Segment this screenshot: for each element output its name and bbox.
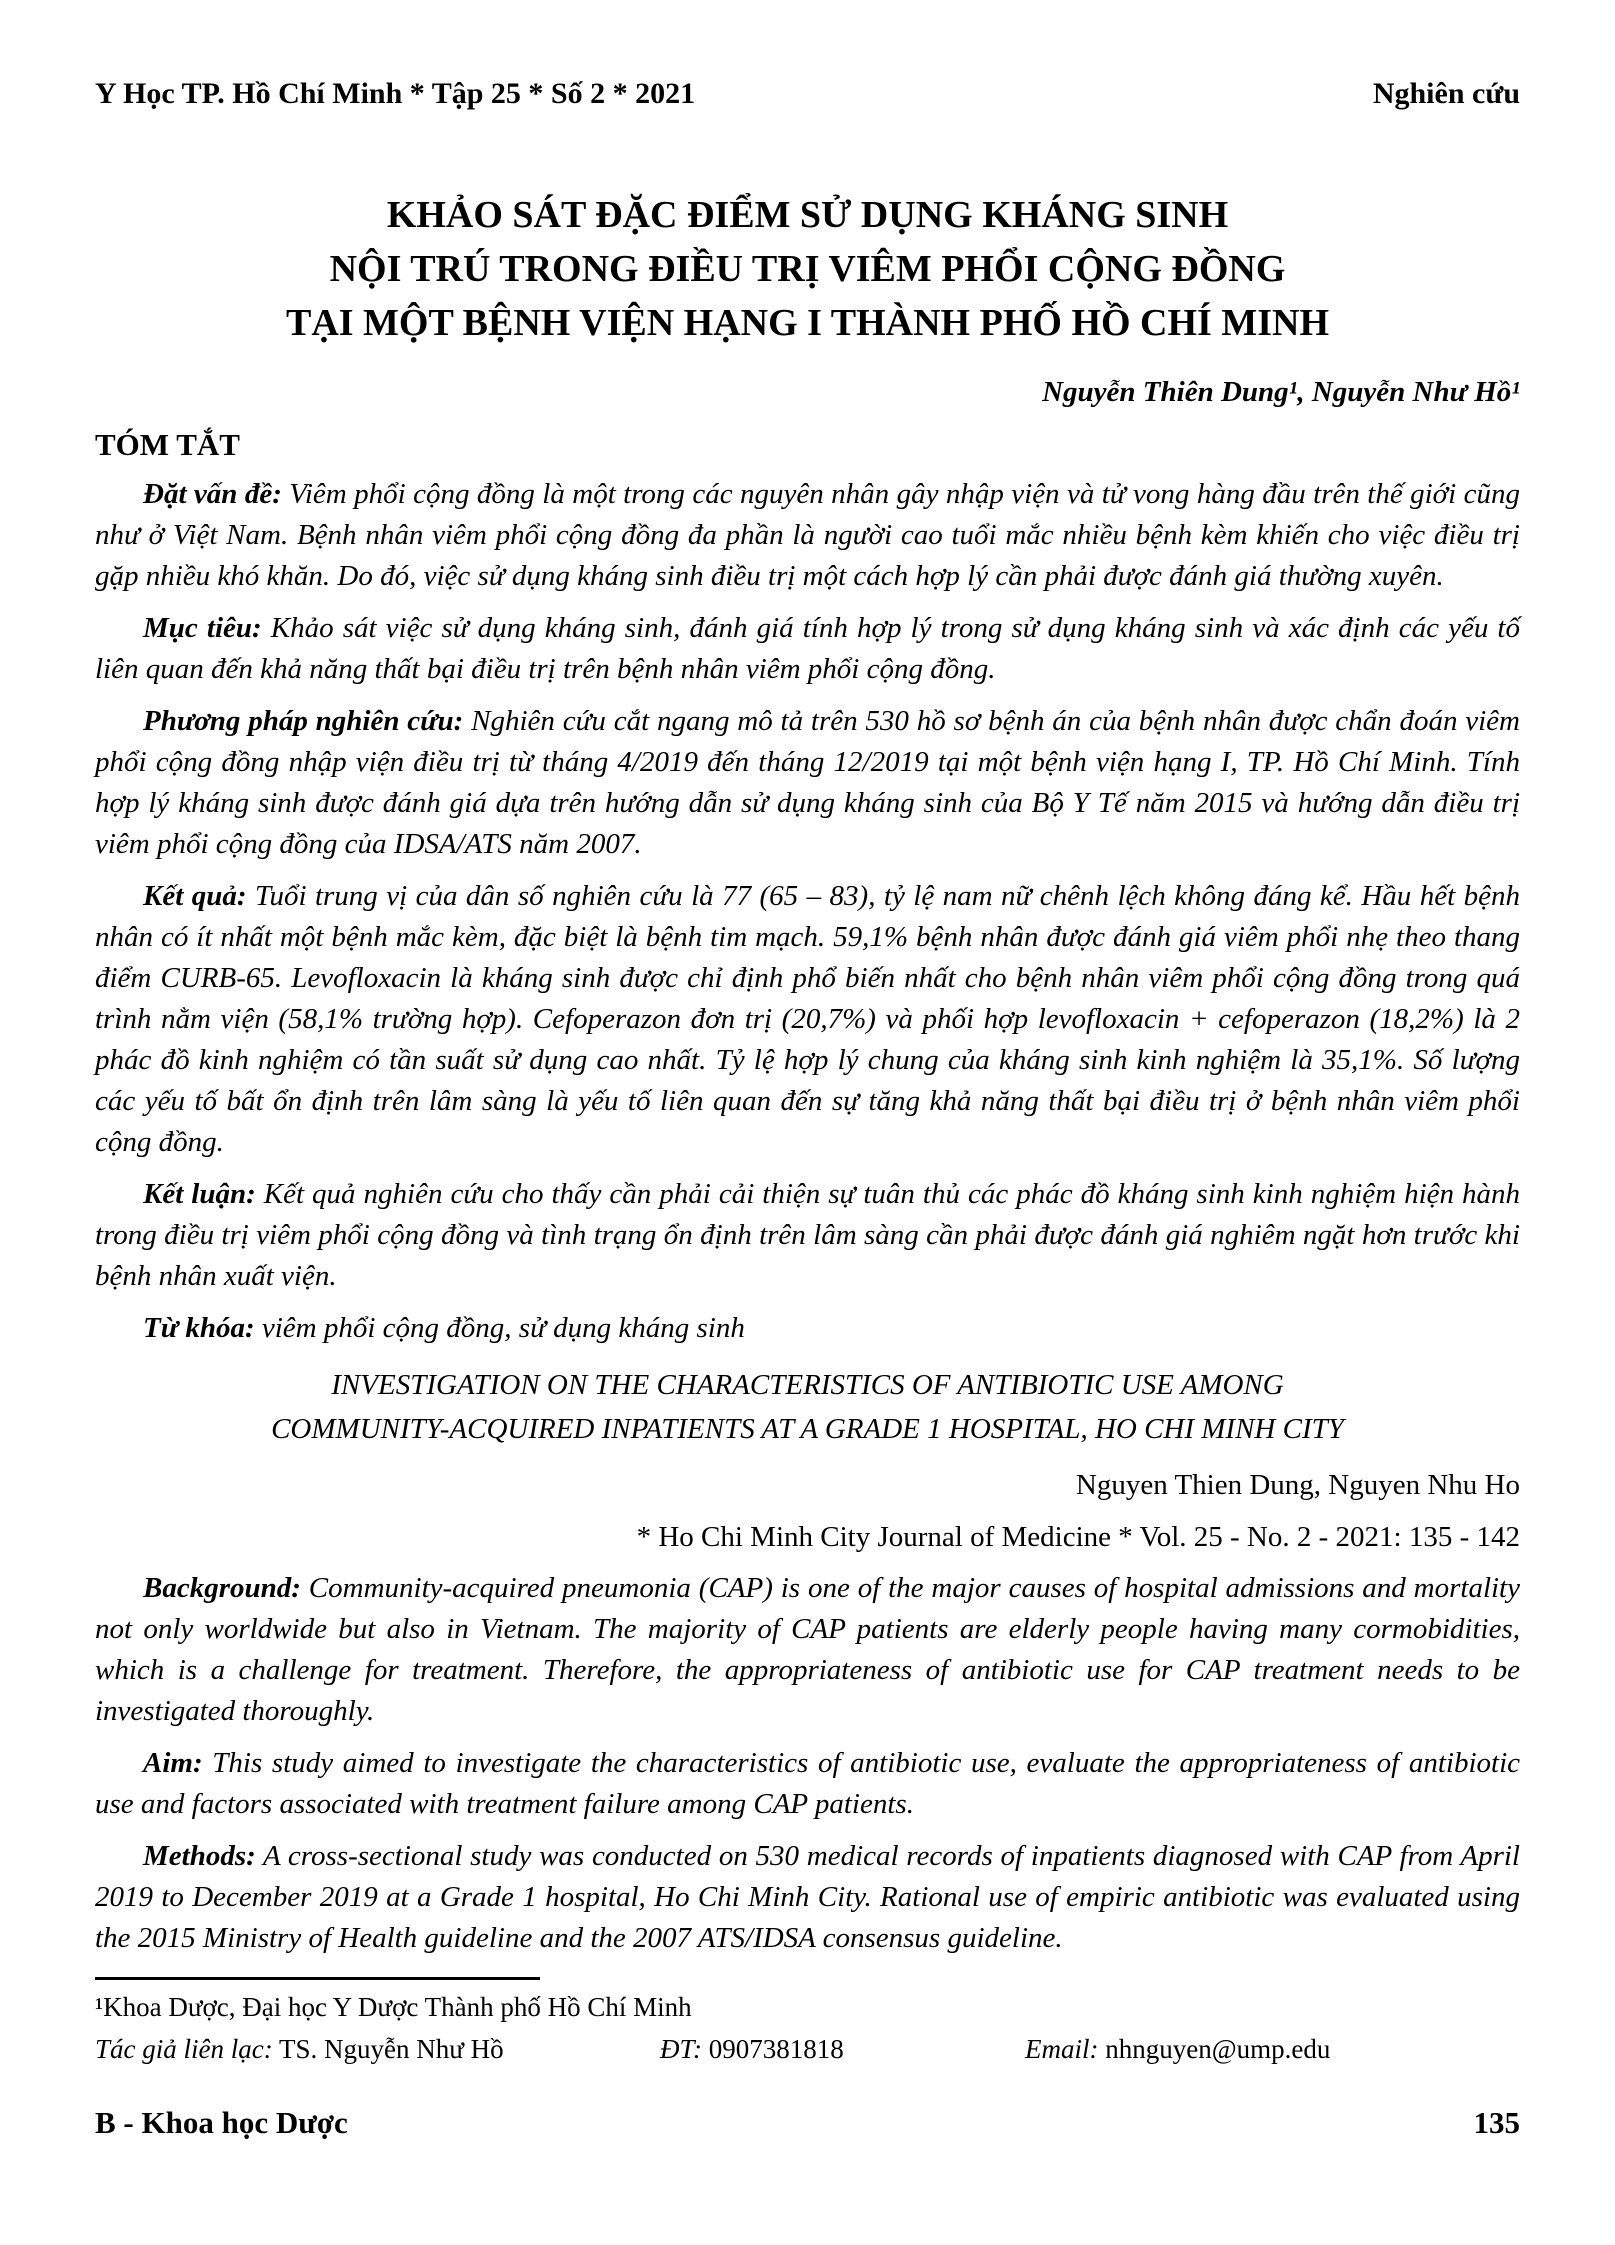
- email-label: Email:: [1025, 2034, 1099, 2064]
- paragraph-label: Aim:: [143, 1747, 203, 1779]
- journal-header-right: Nghiên cứu: [1372, 77, 1520, 110]
- phone-number: 0907381818: [702, 2034, 844, 2064]
- phone-segment: [660, 2030, 844, 2068]
- journal-header: [95, 76, 1520, 112]
- journal-citation: * Ho Chi Minh City Journal of Medicine * Vol. 25 - No. 2 - 2021: 135 - 142: [636, 1521, 1520, 1553]
- paragraph-label: Background:: [143, 1572, 301, 1604]
- paragraph-label: Kết quả:: [143, 880, 247, 912]
- abstract-paragraph-conclusion: [95, 1174, 1520, 1297]
- footnote-divider: [95, 1977, 540, 1980]
- paragraph-label: Đặt vấn đề:: [143, 478, 282, 510]
- phone-label: ĐT:: [660, 2034, 703, 2064]
- page-footer: [95, 2105, 1520, 2141]
- paragraph-text: Kết quả nghiên cứu cho thấy cần phải cải thiện sự tuân thủ các phác đồ kháng sinh kinh nghiệm hiện hành trong điều trị viêm phổi cộng đồng và tình trạng ổn định trên lâm sàng cần phải được đánh giá nghiêm ngặt hơn trước khi bệnh nhân xuất viện.: [95, 1178, 1520, 1292]
- english-paragraph-methods: [95, 1836, 1520, 1959]
- article-title-line-1: KHẢO SÁT ĐẶC ĐIỂM SỬ DỤNG KHÁNG SINH: [386, 194, 1229, 236]
- corresponding-author-line: [95, 2030, 1520, 2072]
- abstract-heading: TÓM TẮT: [95, 427, 240, 462]
- paragraph-text: Nghiên cứu cắt ngang mô tả trên 530 hồ sơ bệnh án của bệnh nhân được chẩn đoán viêm phổi cộng đồng nhập viện điều trị từ tháng 4/2019 đến tháng 12/2019 tại một bệnh viện hạng I, TP. Hồ Chí Minh. Tính hợp lý kháng sinh được đánh giá dựa trên hướng dẫn sử dụng kháng sinh của Bộ Y Tế năm 2015 và hướng dẫn điều trị viêm phổi cộng đồng của IDSA/ATS năm 2007.: [95, 705, 1520, 860]
- english-title: [95, 1363, 1520, 1451]
- contact-segment: [95, 2030, 504, 2068]
- contact-label: Tác giả liên lạc:: [95, 2034, 273, 2064]
- paragraph-label: Phương pháp nghiên cứu:: [143, 705, 464, 737]
- affiliation-footnote: ¹Khoa Dược, Đại học Y Dược Thành phố Hồ Chí Minh: [95, 1992, 692, 2022]
- abstract-paragraph-results: [95, 876, 1520, 1163]
- paragraph-text: viêm phổi cộng đồng, sử dụng kháng sinh: [254, 1312, 745, 1344]
- english-paragraph-background: [95, 1568, 1520, 1732]
- authors-vietnamese: Nguyễn Thiên Dung¹, Nguyễn Như Hồ¹: [1042, 376, 1520, 408]
- paragraph-text: This study aimed to investigate the characteristics of antibiotic use, evaluate the appropriateness of antibiotic use and factors associated with treatment failure among CAP patients.: [95, 1747, 1520, 1820]
- abstract-paragraph-keywords: [95, 1308, 1520, 1349]
- english-title-line-2: COMMUNITY-ACQUIRED INPATIENTS AT A GRADE 1 HOSPITAL, HO CHI MINH CITY: [271, 1413, 1344, 1445]
- paragraph-label: Kết luận:: [143, 1178, 256, 1210]
- authors-english: Nguyen Thien Dung, Nguyen Nhu Ho: [1075, 1469, 1520, 1501]
- journal-header-left: Y Học TP. Hồ Chí Minh * Tập 25 * Số 2 * 2021: [95, 77, 696, 110]
- paragraph-text: Khảo sát việc sử dụng kháng sinh, đánh giá tính hợp lý trong sử dụng kháng sinh và xác định các yếu tố liên quan đến khả năng thất bại điều trị trên bệnh nhân viêm phổi cộng đồng.: [95, 612, 1520, 685]
- article-title-line-2: NỘI TRÚ TRONG ĐIỀU TRỊ VIÊM PHỔI CỘNG ĐỒNG: [329, 248, 1286, 290]
- paragraph-text: Viêm phổi cộng đồng là một trong các nguyên nhân gây nhập viện và tử vong hàng đầu trên thế giới cũng như ở Việt Nam. Bệnh nhân viêm phổi cộng đồng đa phần là người cao tuổi mắc nhiều bệnh kèm khiến cho việc điều trị gặp nhiều khó khăn. Do đó, việc sử dụng kháng sinh điều trị một cách hợp lý cần phải được đánh giá thường xuyên.: [95, 478, 1520, 592]
- english-paragraph-aim: [95, 1743, 1520, 1825]
- paragraph-label: Mục tiêu:: [143, 612, 262, 644]
- page-number: 135: [1473, 2105, 1520, 2140]
- article-title-line-3: TẠI MỘT BỆNH VIỆN HẠNG I THÀNH PHỐ HỒ CHÍ MINH: [285, 302, 1329, 344]
- paragraph-label: Methods:: [143, 1840, 256, 1872]
- paragraph-text: A cross-sectional study was conducted on 530 medical records of inpatients diagnosed with CAP from April 2019 to December 2019 at a Grade 1 hospital, Ho Chi Minh City. Rational use of empiric antibiotic was evaluated using the 2015 Ministry of Health guideline and the 2007 ATS/IDSA consensus guideline.: [95, 1840, 1520, 1954]
- paragraph-text: Community-acquired pneumonia (CAP) is one of the major causes of hospital admissions and mortality not only worldwide but also in Vietnam. The majority of CAP patients are elderly people having many cormobidities, which is a challenge for treatment. Therefore, the appropriateness of antibiotic use for CAP treatment needs to be investigated thoroughly.: [95, 1572, 1520, 1727]
- abstract-paragraph-methods: [95, 701, 1520, 865]
- paragraph-text: Tuổi trung vị của dân số nghiên cứu là 77 (65 – 83), tỷ lệ nam nữ chênh lệch không đáng kể. Hầu hết bệnh nhân có ít nhất một bệnh mắc kèm, đặc biệt là bệnh tim mạch. 59,1% bệnh nhân được đánh giá viêm phổi nhẹ theo thang điểm CURB-65. Levofloxacin là kháng sinh được chỉ định phổ biến nhất cho bệnh nhân viêm phổi cộng đồng trong quá trình nằm viện (58,1% trường hợp). Cefoperazon đơn trị (20,7%) và phối hợp levofloxacin + cefoperazon (18,2%) là 2 phác đồ kinh nghiệm có tần suất sử dụng cao nhất. Tỷ lệ hợp lý chung của kháng sinh kinh nghiệm là 35,1%. Số lượng các yếu tố bất ổn định trên lâm sàng là yếu tố liên quan đến sự tăng khả năng thất bại điều trị ở bệnh nhân viêm phổi cộng đồng.: [95, 880, 1520, 1158]
- english-title-line-1: INVESTIGATION ON THE CHARACTERISTICS OF ANTIBIOTIC USE AMONG: [331, 1369, 1284, 1401]
- footer-section-label: B - Khoa học Dược: [95, 2105, 348, 2140]
- contact-name: TS. Nguyễn Như Hồ: [272, 2034, 504, 2064]
- abstract-paragraph-objective: [95, 608, 1520, 690]
- paragraph-label: Từ khóa:: [143, 1312, 255, 1344]
- abstract-paragraph-background: [95, 474, 1520, 597]
- email-segment: [1025, 2030, 1330, 2068]
- article-title: [95, 188, 1520, 350]
- email-address: nhnguyen@ump.edu: [1098, 2034, 1331, 2064]
